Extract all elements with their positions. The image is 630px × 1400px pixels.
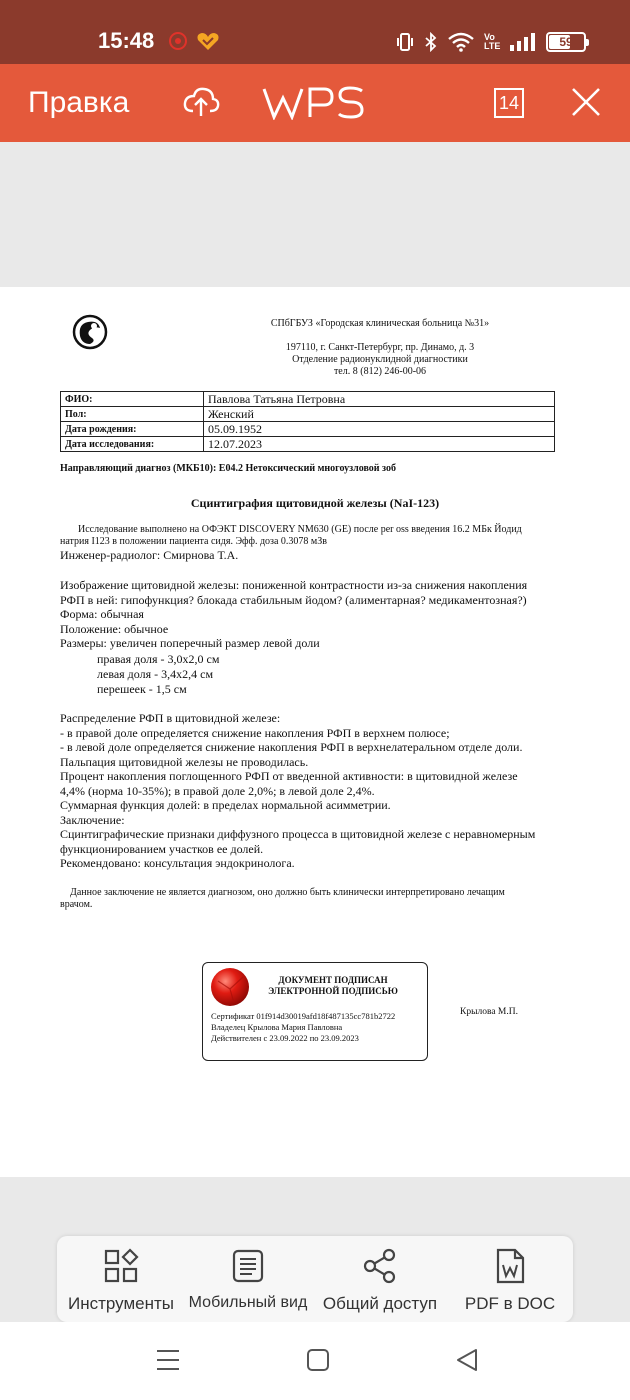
body-line: Размеры: увеличен поперечный размер левой доли [60,636,320,650]
distribution-line: Заключение: [60,812,125,827]
status-time: 15:48 [98,28,155,53]
body-line: Положение: обычное [60,621,169,636]
share-button[interactable] [315,1236,445,1322]
app-bar [0,64,630,142]
patient-info-table [60,391,555,452]
navigation-bar [0,1322,630,1400]
size-line: правая доля - 3,0х2,0 см [97,652,220,666]
distribution-line: 4,4% (норма 10-35%); в правой доле 2,0%; в левой доле 2,4%. [60,783,375,798]
size-line: левая доля - 3,4х2,4 см [97,667,214,681]
distribution-line: Распределение РФП в щитовидной железе: [60,711,281,725]
table-row [61,422,555,437]
hospital-address: 197110, г. Санкт-Петербург, пр. Динамо, д. 3 [285,342,475,353]
notification-icon [168,31,188,51]
hospital-name: СПбГБУЗ «Городская клиническая больница №31» [270,318,490,329]
back-icon[interactable] [455,1348,479,1372]
distribution-line: Рекомендовано: консультация эндокринолога. [60,856,295,870]
body-line: РФП в ней: гипофункция? блокада стабильным йодом? (алиментарная? медикаментозная?) [60,592,527,607]
distribution-line: - в левой доле определяется снижение накопления РФП в верхнелатеральном отделе доли. [60,740,523,754]
mobile-view-label: Мобильный вид [188,1294,308,1311]
study-title: Сцинтиграфия щитовидной железы (NaI-123) [190,496,440,510]
mobile-view-button[interactable] [187,1236,309,1322]
page-count-button[interactable]: 14 [494,88,524,118]
study-date-label: Дата исследования: [61,437,204,452]
battery-icon [546,32,586,52]
status-bar [0,0,630,64]
tools-icon [103,1248,139,1284]
heart-icon [196,31,220,51]
body-line: Изображение щитовидной железы: пониженной контрастности из-за снижения накопления [60,578,528,592]
engineer-line: Инженер-радиолог: Смирнова Т.А. [60,548,239,562]
hospital-department: Отделение радионуклидной диагностики [292,354,468,365]
document-page[interactable] [0,287,630,1177]
distribution-line: Сцинтиграфические признаки диффузного процесса в щитовидной железе с неравномерным [60,827,536,841]
wifi-icon [448,32,474,52]
pdf-to-doc-label: PDF в DOC [464,1294,556,1313]
referral-diagnosis: Направляющий диагноз (МКБ10): Е04.2 Нетоксический многоузловой зоб [60,463,397,474]
hospital-logo [72,314,108,350]
share-label: Общий доступ [322,1294,438,1313]
body-line: Форма: обычная [60,607,144,621]
table-row [61,392,555,407]
menu-icon[interactable] [156,1348,180,1372]
patient-birthdate-value: 05.09.1952 [204,422,555,437]
signature-seal-icon [210,967,250,1007]
status-icons [396,30,586,54]
table-row [61,437,555,452]
edit-button[interactable]: Правка [28,86,130,119]
share-icon [362,1248,398,1284]
certificate-owner: Владелец Крылова Мария Павловна [211,1021,343,1032]
cloud-upload-icon[interactable] [182,84,220,120]
disclaimer-line-2: врачом. [60,899,93,910]
certificate-validity: Действителен с 23.09.2022 по 23.09.2023 [211,1032,359,1043]
patient-name-value: Павлова Татьяна Петровна [204,392,555,407]
distribution-line: Процент накопления поглощенного РФП от введенной активности: в щитовидной железе [60,769,518,783]
volte-label: Vo LTE [484,32,501,51]
home-icon[interactable] [306,1348,330,1372]
stamp-line-1: ДОКУМЕНТ ПОДПИСАН [278,975,388,985]
mobile-view-icon [230,1248,266,1284]
patient-sex-value: Женский [204,407,555,422]
distribution-line: Пальпация щитовидной железы не проводилась. [60,754,309,769]
disclaimer-line-1: Данное заключение не является диагнозом, оно должно быть клинически интерпретировано лечащим [70,887,505,898]
patient-sex-label: Пол: [61,407,204,422]
distribution-line: - в правой доле определяется снижение накопления РФП в верхнем полюсе; [60,725,450,740]
pdf-to-doc-button[interactable] [449,1236,571,1322]
bluetooth-icon [424,32,438,52]
stamp-line-2: ЭЛЕКТРОННОЙ ПОДПИСЬЮ [268,986,398,996]
signer-name: Крылова М.П. [460,1007,518,1017]
intro-line-1: Исследование выполнено на ОФЭКТ DISCOVERY NM630 (GE) после per oss введения 16.2 МБк Йодид [78,524,522,535]
patient-birthdate-label: Дата рождения: [61,422,204,437]
hospital-phone: тел. 8 (812) 246-00-06 [333,366,427,377]
size-line: перешеек - 1,5 см [97,682,187,696]
close-icon[interactable] [570,86,602,118]
vibrate-icon [396,32,414,52]
study-date-value: 12.07.2023 [204,437,555,452]
distribution-line: функционированием участков ее долей. [60,841,264,856]
distribution-line: Суммарная функция долей: в пределах нормальной асимметрии. [60,798,391,812]
patient-name-label: ФИО: [61,392,204,407]
certificate-number: Сертификат 01f914d30019afd18f487135cc781b2722 [211,1011,396,1021]
pdf-to-doc-icon [492,1248,528,1284]
tools-label: Инструменты [67,1294,174,1313]
bottom-toolbar [57,1236,573,1322]
tools-button[interactable] [57,1236,185,1322]
intro-line-2: натрия I123 в положении пациента сидя. Эфф. доза 0.3078 мЗв [60,536,327,547]
battery-level: 59 [559,35,573,49]
signal-icon [510,32,536,52]
table-row [61,407,555,422]
wps-logo [262,86,366,120]
e-signature-stamp [202,962,428,1061]
